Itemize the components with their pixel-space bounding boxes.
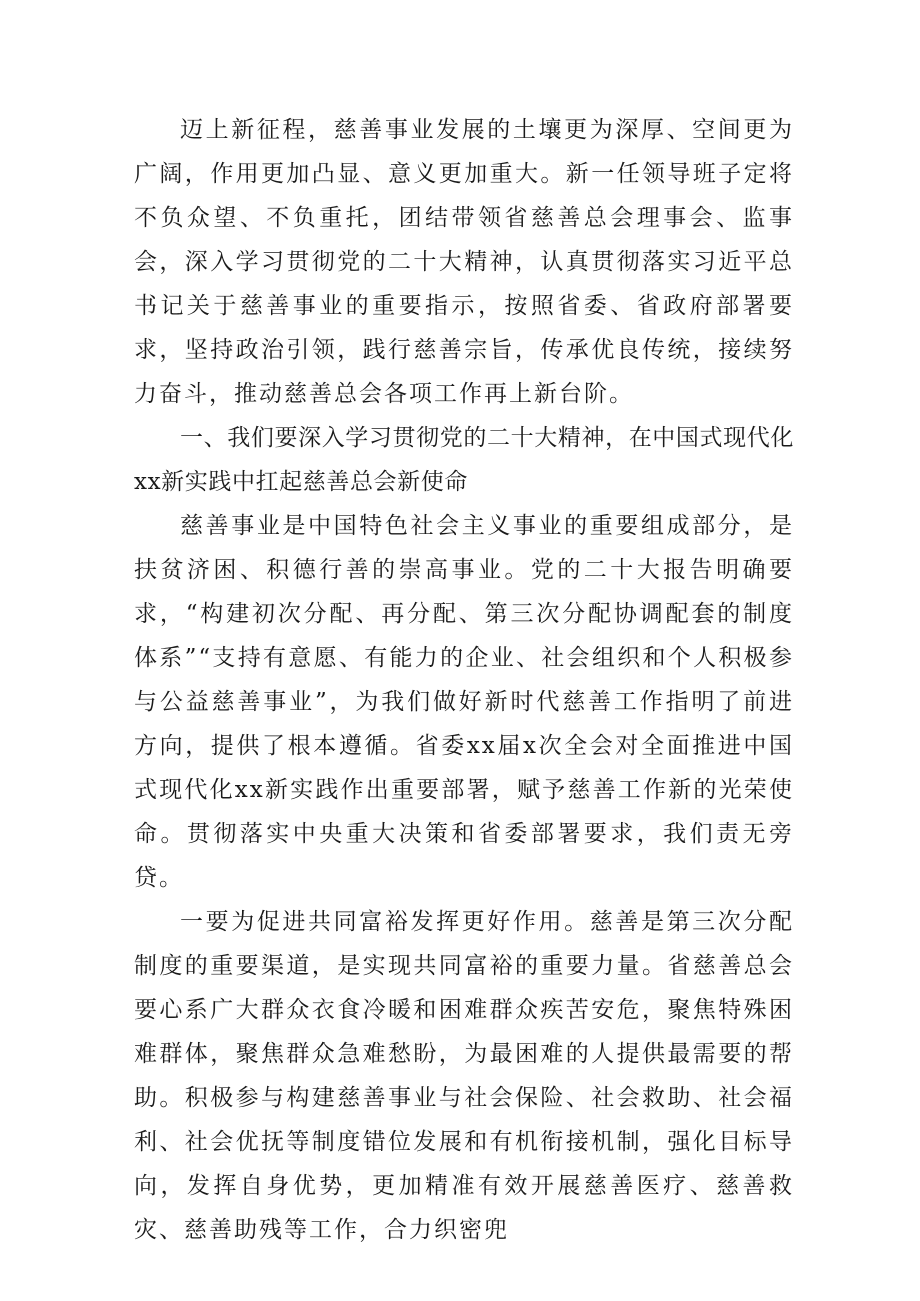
paragraph-charity-mission: 慈善事业是中国特色社会主义事业的重要组成部分，是扶贫济困、积德行善的崇高事业。党的二十大报告明确要求，“构建初次分配、再分配、第三次分配协调配套的制度体系”“支持有意愿、有能力的企业、社会组织和个人积极参与公益慈善事业”，为我们做好新时代慈善工作指明了前进方向，提供了根本遵循。省委xx届x次全会对全面推进中国式现代化xx新实践作出重要部署，赋予慈善工作新的光荣使命。贯彻落实中央重大决策和省委部署要求，我们责无旁贷。 bbox=[134, 513, 794, 891]
document-body bbox=[134, 108, 794, 1252]
paragraph-common-prosperity: 一要为促进共同富裕发挥更好作用。慈善是第三次分配制度的重要渠道，是实现共同富裕的重要力量。省慈善总会要心系广大群众衣食冷暖和困难群众疾苦安危，聚焦特殊困难群体，聚焦群众急难愁盼，为最困难的人提供最需要的帮助。积极参与构建慈善事业与社会保险、社会救助、社会福利、社会优抚等制度错位发展和有机衔接机制，强化目标导向，发挥自身优势，更加精准有效开展慈善医疗、慈善救灾、慈善助残等工作，合力织密兜 bbox=[134, 909, 794, 1243]
section-heading-1: 一、我们要深入学习贯彻党的二十大精神，在中国式现代化xx新实践中扛起慈善总会新使命 bbox=[134, 425, 794, 495]
paragraph-intro: 迈上新征程，慈善事业发展的土壤更为深厚、空间更为广阔，作用更加凸显、意义更加重大。新一任领导班子定将不负众望、不负重托，团结带领省慈善总会理事会、监事会，深入学习贯彻党的二十大精神，认真贯彻落实习近平总书记关于慈善事业的重要指示，按照省委、省政府部署要求，坚持政治引领，践行慈善宗旨，传承优良传统，接续努力奋斗，推动慈善总会各项工作再上新台阶。 bbox=[134, 117, 794, 407]
